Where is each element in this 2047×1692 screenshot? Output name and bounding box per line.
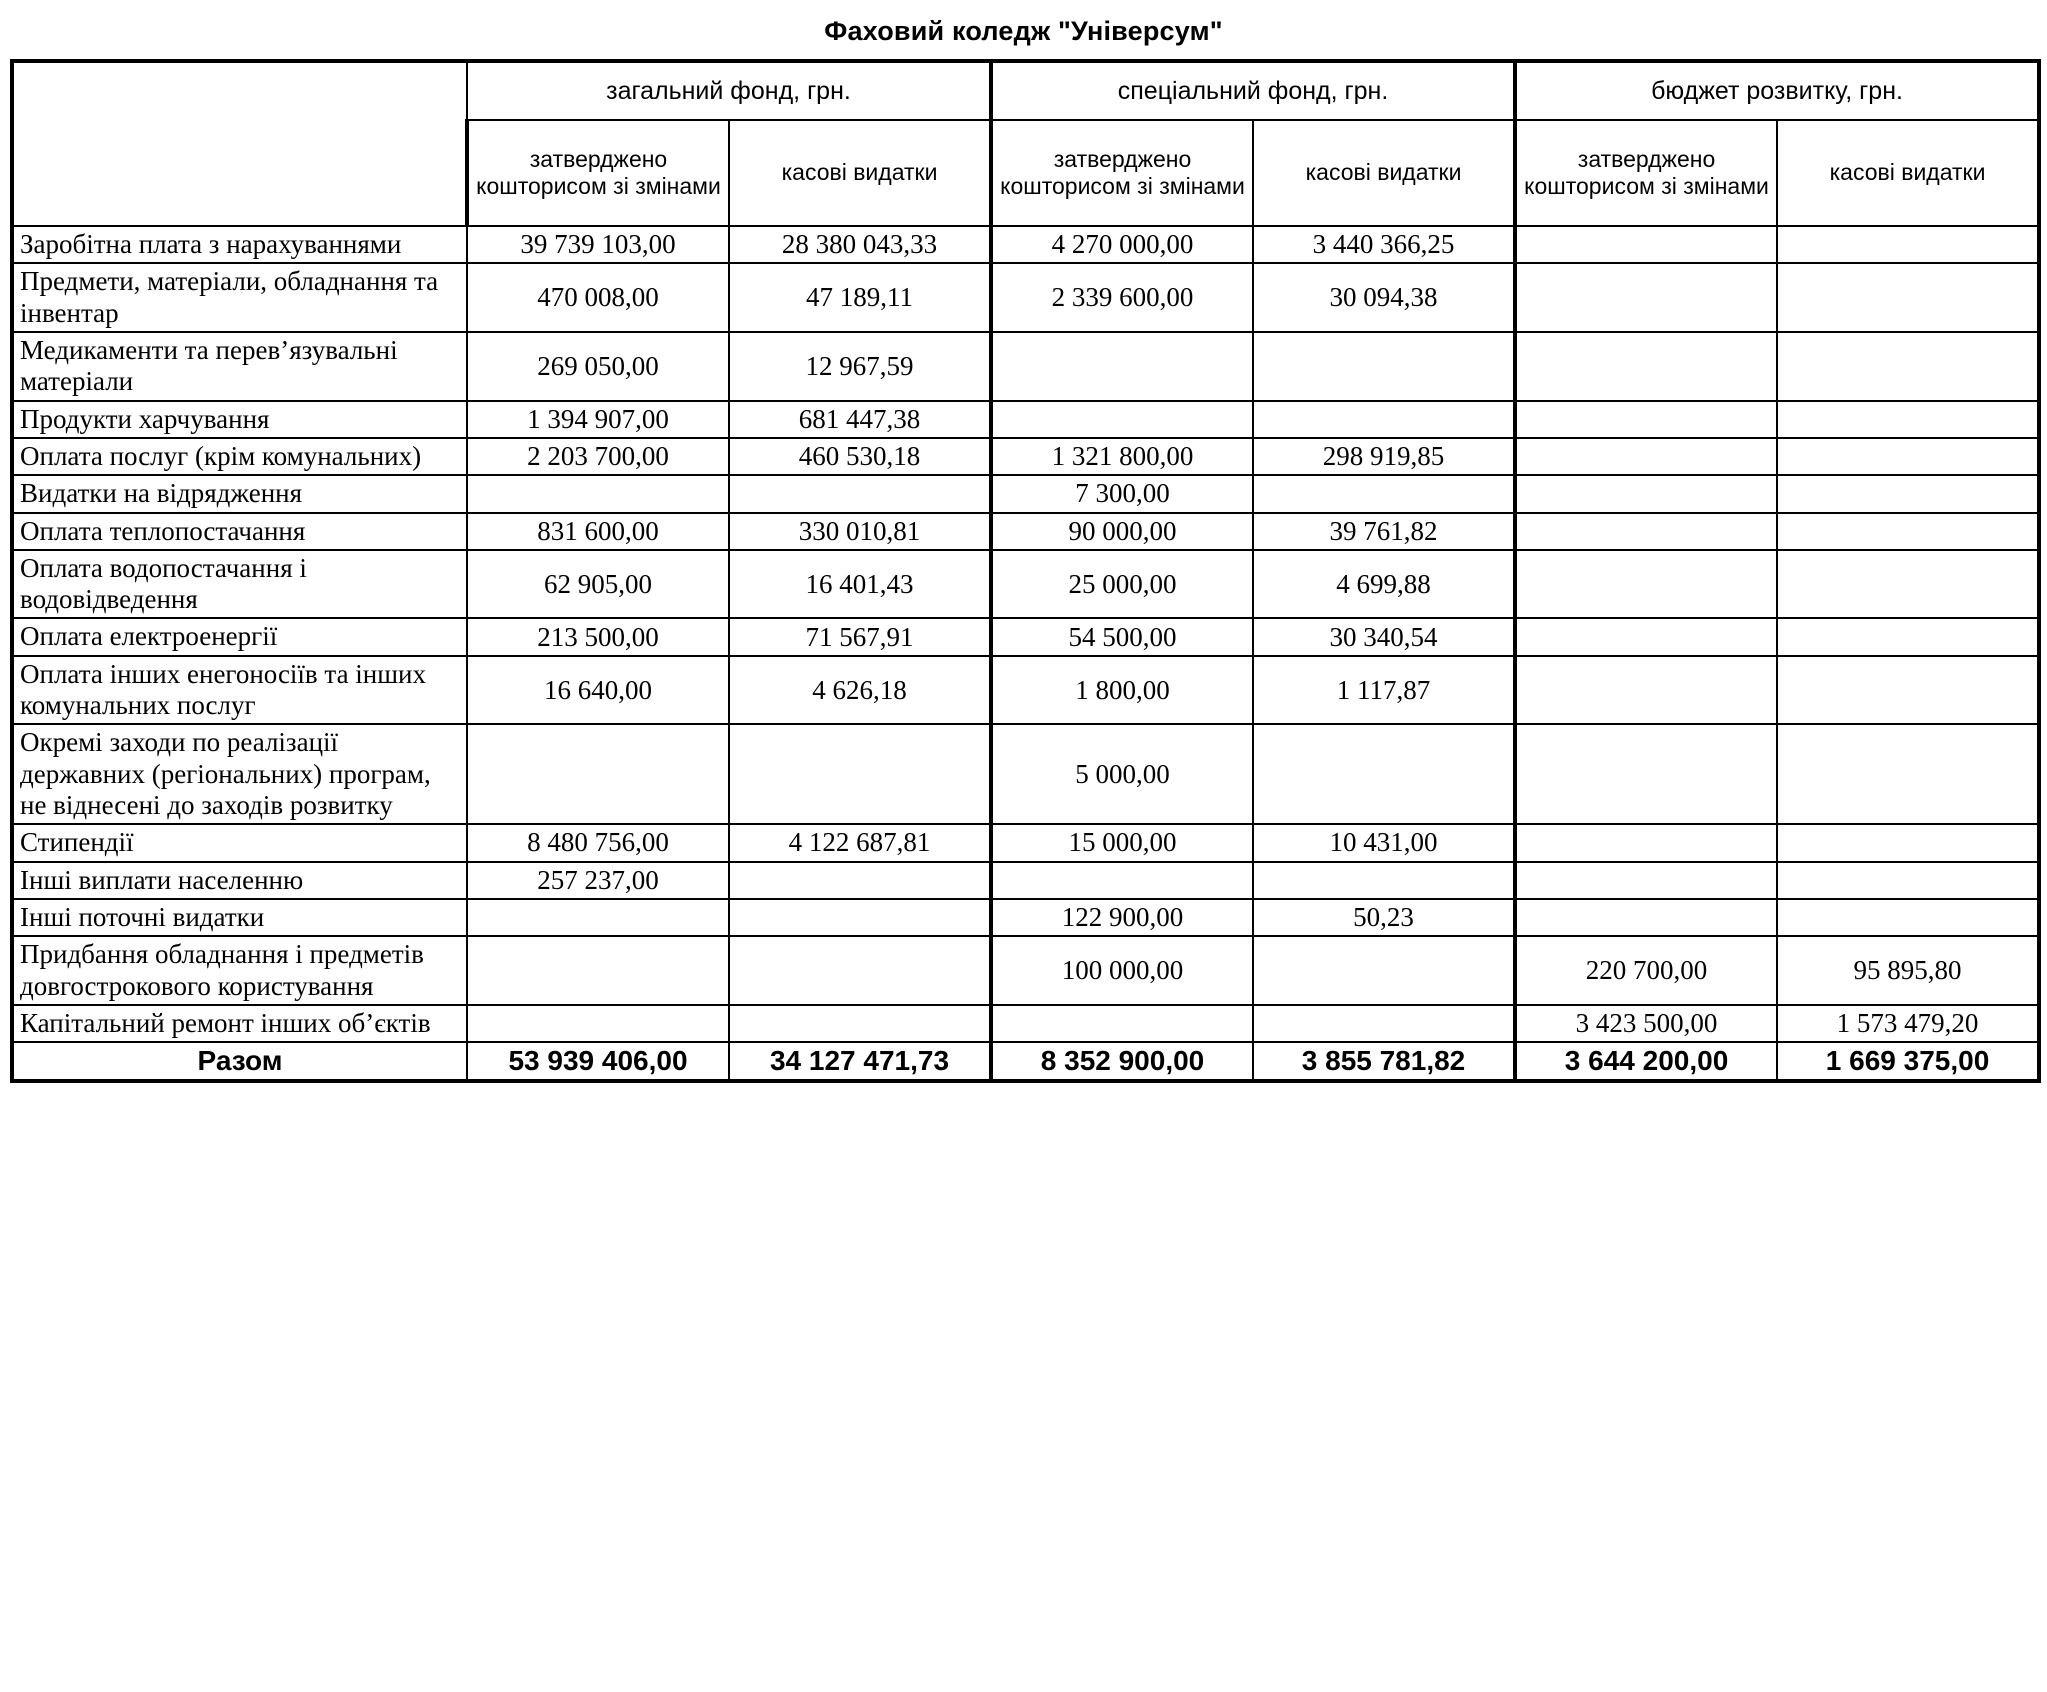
cell-value: 15 000,00: [991, 824, 1253, 861]
table-row: [12, 824, 2039, 861]
row-label: Оплата водопостачання і водовідведення: [12, 550, 467, 619]
cell-value: 4 699,88: [1253, 550, 1515, 619]
cell-value: 7 300,00: [991, 475, 1253, 512]
cell-value: [729, 862, 991, 899]
cell-value: 5 000,00: [991, 724, 1253, 824]
cell-value: 1 800,00: [991, 656, 1253, 725]
cell-value: [1515, 475, 1777, 512]
cell-value: [467, 936, 729, 1005]
table-row: [12, 724, 2039, 824]
row-label: Оплата електроенергії: [12, 618, 467, 655]
row-label: Окремі заходи по реалізації державних (регіональних) програм, не віднесені до заходів розвитку: [12, 724, 467, 824]
table-row: [12, 475, 2039, 512]
cell-value: 460 530,18: [729, 438, 991, 475]
cell-value: 16 640,00: [467, 656, 729, 725]
cell-value: 257 237,00: [467, 862, 729, 899]
cell-value: 16 401,43: [729, 550, 991, 619]
budget-table: [10, 59, 2041, 1083]
total-value: 53 939 406,00: [467, 1042, 729, 1081]
cell-value: 4 270 000,00: [991, 226, 1253, 263]
cell-value: 47 189,11: [729, 263, 991, 332]
header-sub-approved-general: затверджено кошторисом зі змінами: [467, 120, 729, 226]
cell-value: [1253, 1005, 1515, 1042]
row-label: Оплата теплопостачання: [12, 513, 467, 550]
cell-value: 62 905,00: [467, 550, 729, 619]
cell-value: 39 761,82: [1253, 513, 1515, 550]
table-row: [12, 862, 2039, 899]
total-value: 34 127 471,73: [729, 1042, 991, 1081]
cell-value: 1 394 907,00: [467, 401, 729, 438]
cell-value: 30 340,54: [1253, 618, 1515, 655]
header-group-development: бюджет розвитку, грн.: [1515, 61, 2039, 120]
cell-value: 4 626,18: [729, 656, 991, 725]
header-group-special: спеціальний фонд, грн.: [991, 61, 1515, 120]
row-label: Оплата інших енегоносіїв та інших комунальних послуг: [12, 656, 467, 725]
row-label: Медикаменти та перев’язувальні матеріали: [12, 332, 467, 401]
row-label: Оплата послуг (крім комунальних): [12, 438, 467, 475]
cell-value: 122 900,00: [991, 899, 1253, 936]
cell-value: 100 000,00: [991, 936, 1253, 1005]
table-row: [12, 656, 2039, 725]
cell-value: 54 500,00: [991, 618, 1253, 655]
cell-value: [729, 936, 991, 1005]
cell-value: [991, 1005, 1253, 1042]
cell-value: [467, 1005, 729, 1042]
cell-value: [1253, 475, 1515, 512]
row-label: Капітальний ремонт інших об’єктів: [12, 1005, 467, 1042]
cell-value: [1515, 656, 1777, 725]
cell-value: 298 919,85: [1253, 438, 1515, 475]
cell-value: 2 203 700,00: [467, 438, 729, 475]
cell-value: [729, 724, 991, 824]
cell-value: [1515, 550, 1777, 619]
cell-value: 681 447,38: [729, 401, 991, 438]
table-header-groups: [12, 61, 2039, 120]
cell-value: [991, 862, 1253, 899]
header-sub-cash-special: касові видатки: [1253, 120, 1515, 226]
cell-value: 2 339 600,00: [991, 263, 1253, 332]
cell-value: [1515, 513, 1777, 550]
table-row: [12, 899, 2039, 936]
cell-value: [729, 475, 991, 512]
row-label: Видатки на відрядження: [12, 475, 467, 512]
cell-value: [467, 724, 729, 824]
total-label: Разом: [12, 1042, 467, 1081]
cell-value: [1777, 656, 2039, 725]
cell-value: [991, 401, 1253, 438]
cell-value: 3 423 500,00: [1515, 1005, 1777, 1042]
cell-value: [1515, 862, 1777, 899]
table-row: [12, 438, 2039, 475]
cell-value: 39 739 103,00: [467, 226, 729, 263]
cell-value: [1777, 475, 2039, 512]
cell-value: [729, 899, 991, 936]
cell-value: 4 122 687,81: [729, 824, 991, 861]
cell-value: 1 321 800,00: [991, 438, 1253, 475]
cell-value: 95 895,80: [1777, 936, 2039, 1005]
cell-value: 220 700,00: [1515, 936, 1777, 1005]
cell-value: [991, 332, 1253, 401]
cell-value: [1253, 936, 1515, 1005]
cell-value: 269 050,00: [467, 332, 729, 401]
cell-value: 8 480 756,00: [467, 824, 729, 861]
cell-value: 213 500,00: [467, 618, 729, 655]
header-sub-cash-general: касові видатки: [729, 120, 991, 226]
table-row: [12, 550, 2039, 619]
cell-value: [1253, 862, 1515, 899]
cell-value: [1253, 401, 1515, 438]
row-label: Продукти харчування: [12, 401, 467, 438]
cell-value: [1777, 226, 2039, 263]
cell-value: 470 008,00: [467, 263, 729, 332]
cell-value: 1 573 479,20: [1777, 1005, 2039, 1042]
cell-value: [1515, 824, 1777, 861]
total-value: 3 644 200,00: [1515, 1042, 1777, 1081]
cell-value: [729, 1005, 991, 1042]
cell-value: [1777, 263, 2039, 332]
cell-value: [1777, 550, 2039, 619]
cell-value: 1 117,87: [1253, 656, 1515, 725]
table-row: [12, 513, 2039, 550]
cell-value: [1777, 824, 2039, 861]
cell-value: 3 440 366,25: [1253, 226, 1515, 263]
row-label: Заробітна плата з нарахуваннями: [12, 226, 467, 263]
page-title: Фаховий коледж "Універсум": [824, 16, 1223, 46]
cell-value: [1515, 332, 1777, 401]
cell-value: [467, 899, 729, 936]
cell-value: 90 000,00: [991, 513, 1253, 550]
cell-value: [467, 475, 729, 512]
table-row: [12, 226, 2039, 263]
table-row: [12, 936, 2039, 1005]
cell-value: [1515, 226, 1777, 263]
table-row: [12, 618, 2039, 655]
row-label: Придбання обладнання і предметів довгострокового користування: [12, 936, 467, 1005]
cell-value: [1253, 332, 1515, 401]
cell-value: 10 431,00: [1253, 824, 1515, 861]
cell-value: [1777, 862, 2039, 899]
cell-value: [1777, 724, 2039, 824]
cell-value: [1777, 513, 2039, 550]
header-sub-approved-development: затверджено кошторисом зі змінами: [1515, 120, 1777, 226]
cell-value: 28 380 043,33: [729, 226, 991, 263]
cell-value: 831 600,00: [467, 513, 729, 550]
cell-value: 12 967,59: [729, 332, 991, 401]
cell-value: [1777, 438, 2039, 475]
cell-value: [1515, 263, 1777, 332]
cell-value: [1515, 724, 1777, 824]
table-row: [12, 332, 2039, 401]
cell-value: [1777, 899, 2039, 936]
header-corner-cell: [12, 61, 467, 226]
table-row: [12, 263, 2039, 332]
cell-value: [1515, 618, 1777, 655]
cell-value: 71 567,91: [729, 618, 991, 655]
row-label: Стипендії: [12, 824, 467, 861]
table-total-row: [12, 1042, 2039, 1081]
header-group-general: загальний фонд, грн.: [467, 61, 991, 120]
total-value: 8 352 900,00: [991, 1042, 1253, 1081]
cell-value: [1515, 401, 1777, 438]
total-value: 1 669 375,00: [1777, 1042, 2039, 1081]
table-row: [12, 401, 2039, 438]
row-label: Інші поточні видатки: [12, 899, 467, 936]
cell-value: [1777, 332, 2039, 401]
cell-value: [1515, 899, 1777, 936]
cell-value: 30 094,38: [1253, 263, 1515, 332]
row-label: Інші виплати населенню: [12, 862, 467, 899]
total-value: 3 855 781,82: [1253, 1042, 1515, 1081]
cell-value: [1777, 401, 2039, 438]
cell-value: 50,23: [1253, 899, 1515, 936]
header-sub-cash-development: касові видатки: [1777, 120, 2039, 226]
cell-value: [1777, 618, 2039, 655]
table-body: [12, 61, 2039, 1081]
row-label: Предмети, матеріали, обладнання та інвентар: [12, 263, 467, 332]
header-sub-approved-special: затверджено кошторисом зі змінами: [991, 120, 1253, 226]
cell-value: 25 000,00: [991, 550, 1253, 619]
table-row: [12, 1005, 2039, 1042]
cell-value: [1253, 724, 1515, 824]
cell-value: 330 010,81: [729, 513, 991, 550]
cell-value: [1515, 438, 1777, 475]
